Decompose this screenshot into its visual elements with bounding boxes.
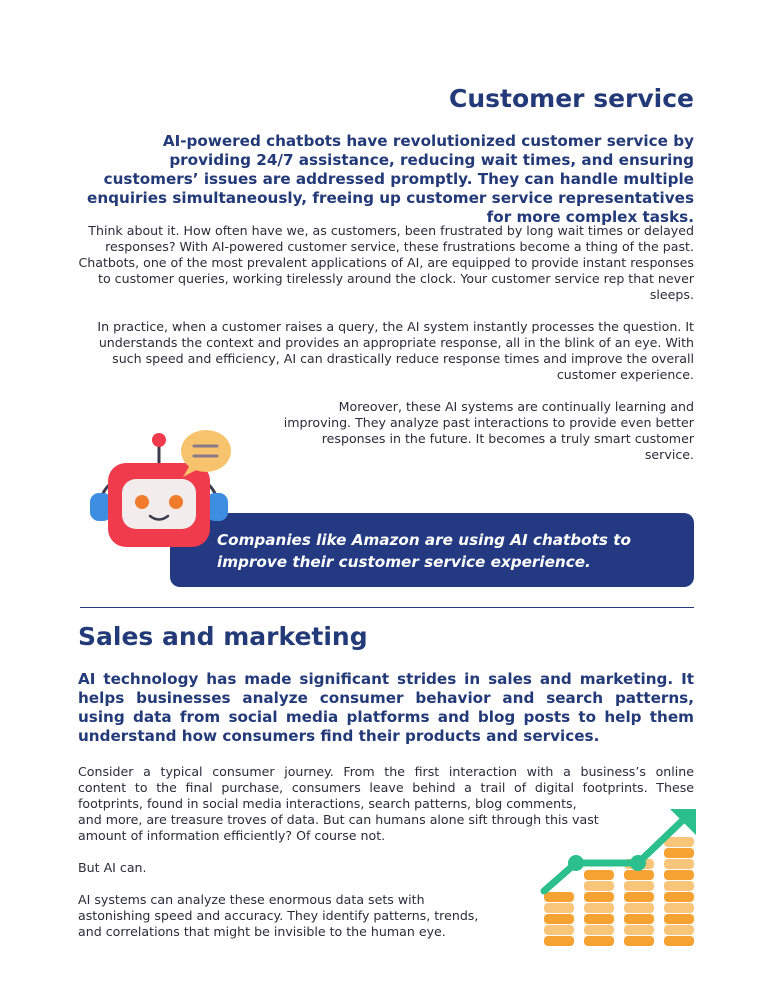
sales-marketing-lead: AI technology has made significant strides in sales and marketing. It helps businesses analyze consumer behavior and search patterns, using data from social media platforms and blog posts to help them understand how consumers find their products and services. — [78, 670, 694, 745]
customer-service-paragraph-1: Think about it. How often have we, as customers, been frustrated by long wait times or delayed responses? With AI-powered customer service, these frustrations become a thing of the past. Chatbots, one of the most prevalent applications of AI, are equipped to provide instant responses to customer queries, working tirelessly around the clock. Your customer service rep that never sleeps. — [78, 223, 694, 302]
growth-chart-coins-icon — [538, 805, 698, 955]
sales-marketing-paragraph-2: But AI can. — [78, 860, 147, 875]
customer-service-paragraph-2: In practice, when a customer raises a query, the AI system instantly processes the question. It understands the context and provides an appropriate response, all in the blink of an eye. With such speed and efficiency, AI can drastically reduce response times and improve the overall customer experience. — [97, 319, 694, 382]
paragraph-line: footprints, found in social media interactions, search patterns, blog comments, — [78, 796, 577, 811]
paragraph-line: Consider a typical consumer journey. From the first interaction with a business’s online — [78, 764, 694, 779]
customer-service-paragraph-3: Moreover, these AI systems are continually learning and improving. They analyze past interactions to provide even better responses in the future. It becomes a truly smart customer service. — [283, 399, 694, 462]
paragraph-line: amount of information efficiently? Of course not. — [78, 828, 386, 843]
callout-text: Companies like Amazon are using AI chatbots to improve their customer service experience. — [217, 531, 631, 571]
section-divider — [80, 607, 694, 608]
chatbot-robot-icon — [86, 425, 236, 555]
paragraph-line: astonishing speed and accuracy. They identify patterns, trends, — [78, 908, 479, 923]
paragraph-line: and more, are treasure troves of data. But can humans alone sift through this vast — [78, 812, 599, 827]
callout-box — [170, 513, 694, 587]
customer-service-title: Customer service — [449, 84, 694, 113]
paragraph-line: AI systems can analyze these enormous data sets with — [78, 892, 425, 907]
customer-service-lead: AI-powered chatbots have revolutionized customer service by providing 24/7 assistance, reducing wait times, and ensuring customers’ issues are addressed promptly. They can handle multiple enquiries simultaneously, freeing up customer service representatives for more complex tasks. — [87, 132, 694, 226]
sales-marketing-paragraph-3 — [78, 892, 518, 940]
paragraph-line: and correlations that might be invisible to the human eye. — [78, 924, 446, 939]
paragraph-line: content to the final purchase, consumers leave behind a trail of digital footprints. These — [78, 780, 694, 795]
sales-marketing-title: Sales and marketing — [78, 622, 368, 651]
